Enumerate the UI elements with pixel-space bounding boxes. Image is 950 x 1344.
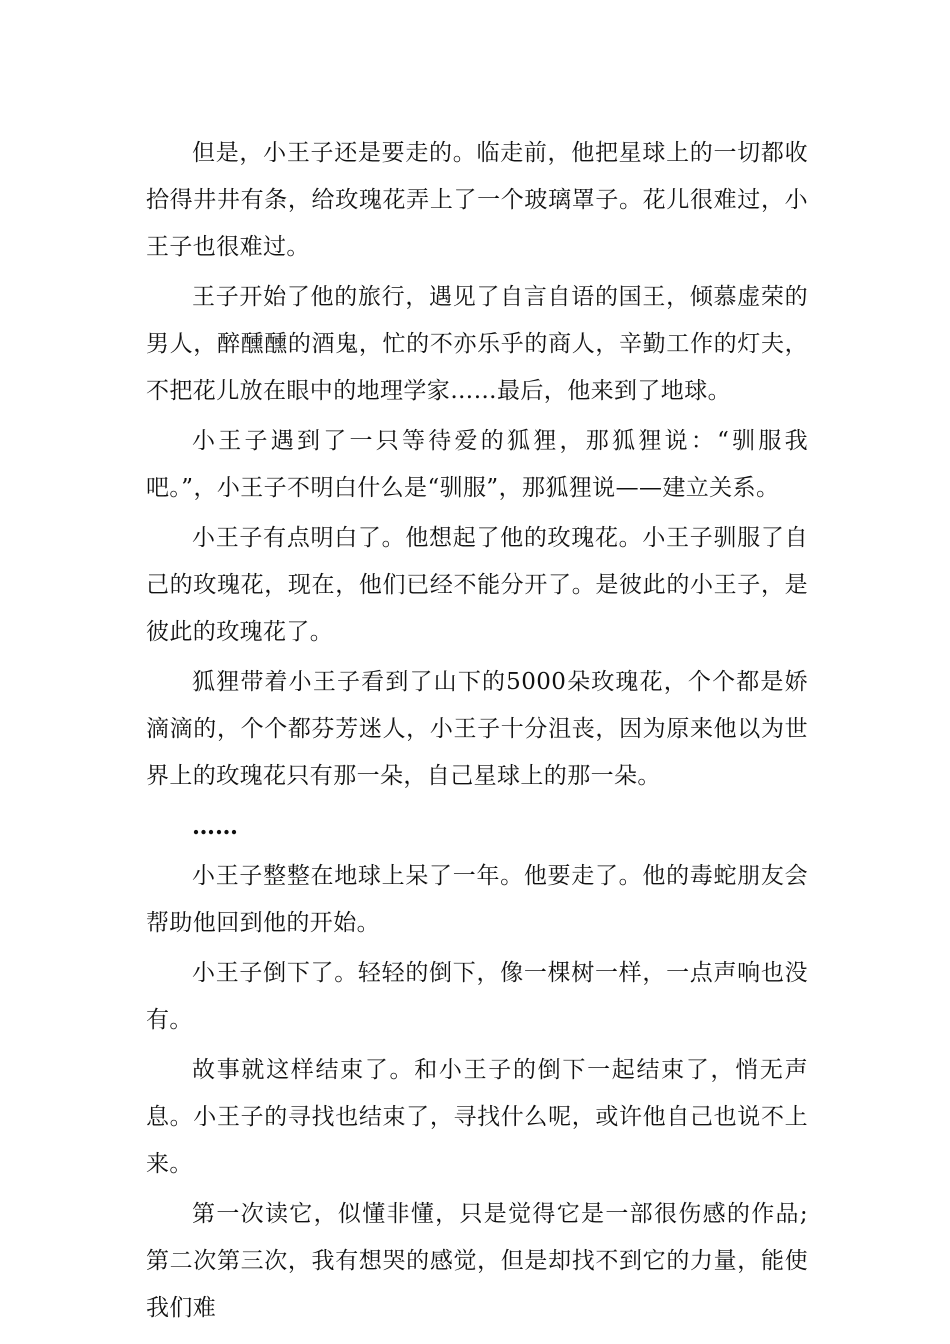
paragraph: 小王子有点明白了。他想起了他的玫瑰花。小王子驯服了自己的玫瑰花，现在，他们已经不能分开了。是彼此的小王子，是彼此的玫瑰花了。 [146, 525, 808, 645]
paragraph: 王子开始了他的旅行，遇见了自言自语的国王，倾慕虚荣的男人，醉醺醺的酒鬼，忙的不亦乐乎的商人，辛勤工作的灯夫，不把花儿放在眼中的地理学家……最后，他来到了地球。 [146, 284, 808, 404]
paragraph: 但是，小王子还是要走的。临走前，他把星球上的一切都收拾得井井有条，给玫瑰花弄上了一个玻璃罩子。花儿很难过，小王子也很难过。 [146, 140, 808, 260]
ellipsis-paragraph: …… [192, 813, 238, 840]
paragraph: 小王子整整在地球上呆了一年。他要走了。他的毒蛇朋友会帮助他回到他的开始。 [146, 863, 808, 936]
paragraph: 第一次读它，似懂非懂，只是觉得它是一部很伤感的作品;第二次第三次，我有想哭的感觉，但是却找不到它的力量，能使我们难 [146, 1201, 808, 1321]
paragraph: 故事就这样结束了。和小王子的倒下一起结束了，悄无声息。小王子的寻找也结束了，寻找什么呢，或许他自己也说不上来。 [146, 1057, 808, 1177]
paragraph: 狐狸带着小王子看到了山下的5000朵玫瑰花，个个都是娇滴滴的，个个都芬芳迷人，小王子十分沮丧，因为原来他以为世界上的玫瑰花只有那一朵，自己星球上的那一朵。 [146, 669, 808, 789]
document-body [146, 130, 808, 1335]
paragraph: 小王子遇到了一只等待爱的狐狸，那狐狸说：“驯服我吧。”，小王子不明白什么是“驯服”，那狐狸说——建立关系。 [146, 428, 808, 501]
paragraph: 小王子倒下了。轻轻的倒下，像一棵树一样，一点声响也没有。 [146, 960, 808, 1033]
